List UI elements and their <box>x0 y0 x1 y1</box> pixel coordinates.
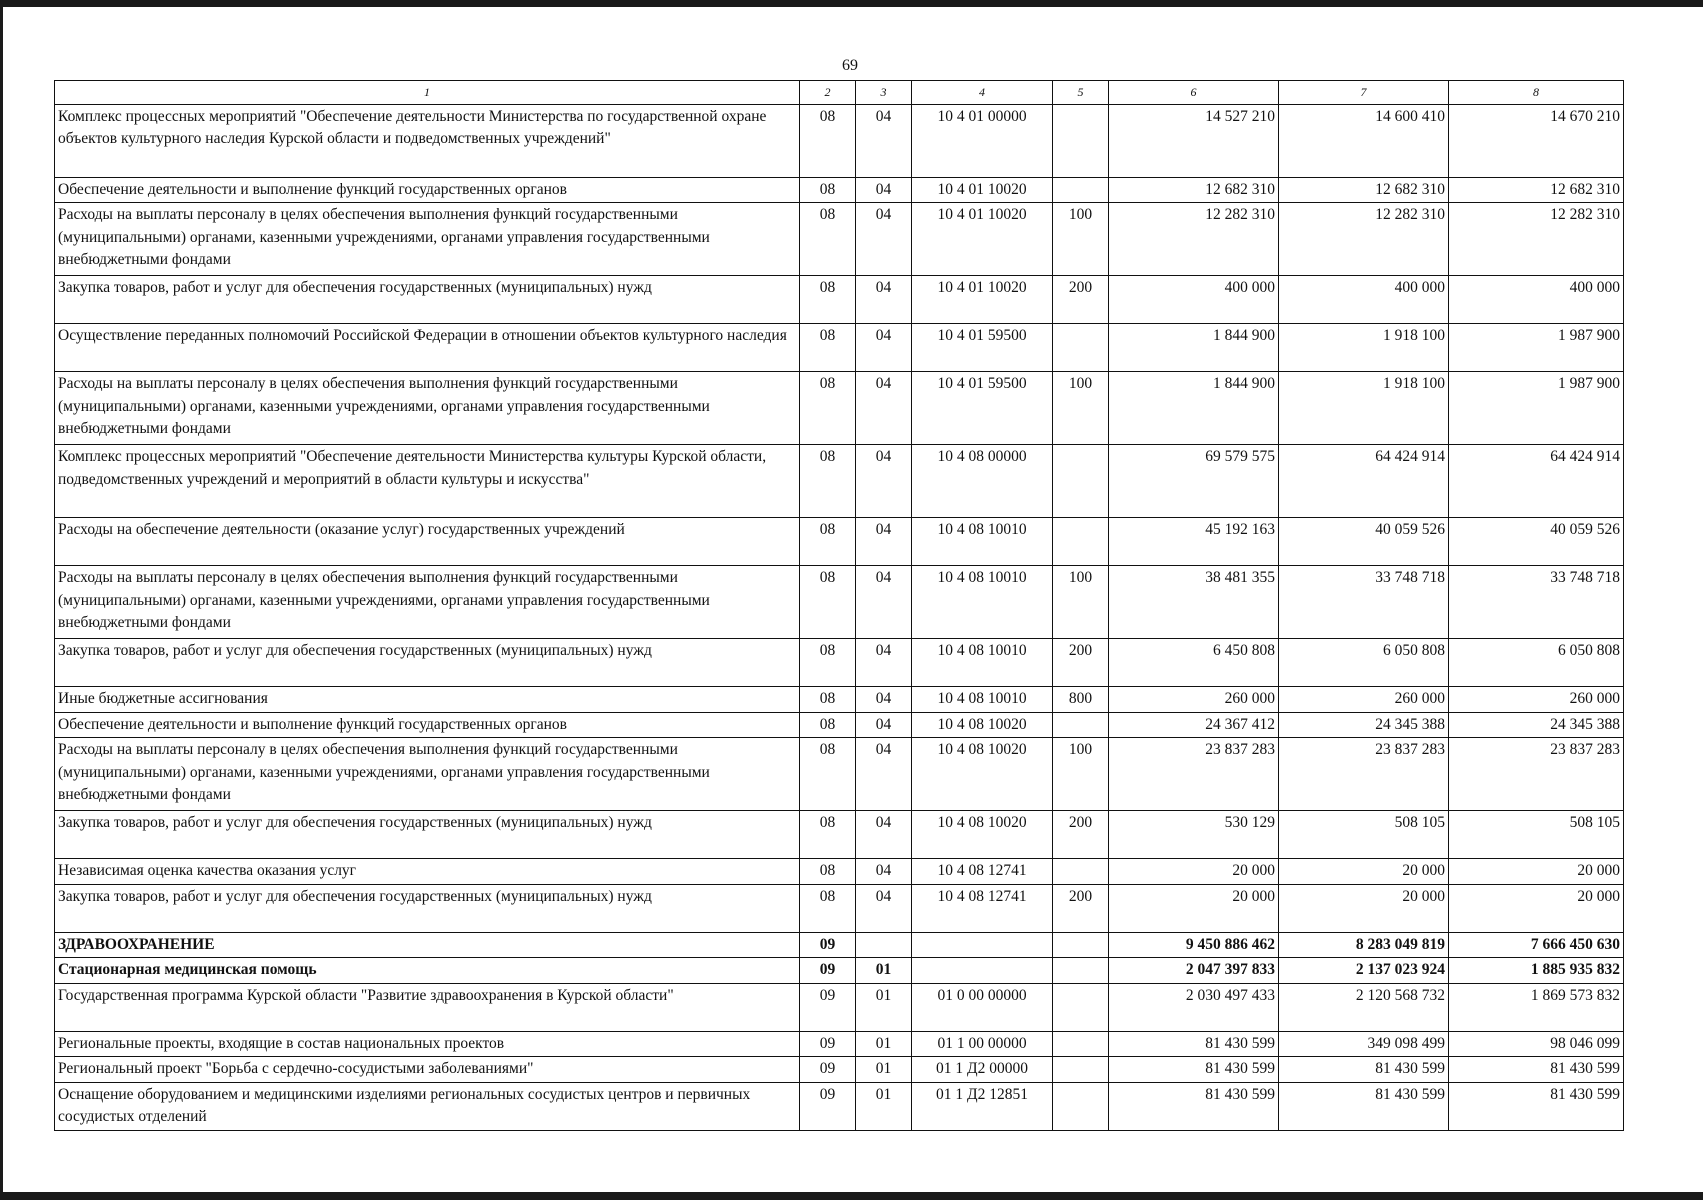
expense-type-cell <box>1053 104 1109 177</box>
table-row <box>55 811 1624 859</box>
scan-border-top <box>0 0 1703 7</box>
target-article-cell: 10 4 08 12741 <box>912 884 1053 932</box>
table-row <box>55 372 1624 445</box>
amount-col6-cell: 1 844 900 <box>1109 372 1279 445</box>
section-cell: 08 <box>800 712 856 738</box>
amount-col6-cell: 2 030 497 433 <box>1109 983 1279 1031</box>
row-name-cell: Независимая оценка качества оказания услуг <box>55 859 800 885</box>
table-row <box>55 1082 1624 1130</box>
table-row <box>55 1057 1624 1083</box>
amount-col8-cell: 64 424 914 <box>1449 445 1624 518</box>
amount-col6-cell: 530 129 <box>1109 811 1279 859</box>
amount-col8-cell: 7 666 450 630 <box>1449 932 1624 958</box>
amount-col7-cell: 40 059 526 <box>1279 518 1449 566</box>
subsection-cell: 04 <box>856 518 912 566</box>
expense-type-cell <box>1053 1031 1109 1057</box>
target-article-cell: 01 1 Д2 00000 <box>912 1057 1053 1083</box>
row-name-cell: Обеспечение деятельности и выполнение функций государственных органов <box>55 712 800 738</box>
section-cell: 08 <box>800 177 856 203</box>
subsection-cell <box>856 932 912 958</box>
row-name-cell: Региональный проект "Борьба с сердечно-сосудистыми заболеваниями" <box>55 1057 800 1083</box>
row-name-cell: Расходы на выплаты персоналу в целях обеспечения выполнения функций государственными (муниципальными) органами, казенными учреждениями, органами управления государственными внебюджетными фондами <box>55 566 800 639</box>
target-article-cell: 10 4 08 10020 <box>912 712 1053 738</box>
target-article-cell: 01 0 00 00000 <box>912 983 1053 1031</box>
scan-border-bottom <box>0 1192 1703 1200</box>
target-article-cell: 10 4 01 00000 <box>912 104 1053 177</box>
amount-col6-cell: 45 192 163 <box>1109 518 1279 566</box>
budget-table <box>54 80 1624 1131</box>
expense-type-cell <box>1053 324 1109 372</box>
amount-col7-cell: 8 283 049 819 <box>1279 932 1449 958</box>
amount-col8-cell: 1 869 573 832 <box>1449 983 1624 1031</box>
section-cell: 08 <box>800 566 856 639</box>
target-article-cell: 10 4 08 10020 <box>912 738 1053 811</box>
expense-type-cell <box>1053 958 1109 984</box>
amount-col8-cell: 6 050 808 <box>1449 639 1624 687</box>
row-name-cell: Региональные проекты, входящие в состав национальных проектов <box>55 1031 800 1057</box>
table-row <box>55 983 1624 1031</box>
subsection-cell: 01 <box>856 1031 912 1057</box>
target-article-cell: 10 4 08 10010 <box>912 639 1053 687</box>
expense-type-cell: 200 <box>1053 639 1109 687</box>
amount-col7-cell: 20 000 <box>1279 859 1449 885</box>
subsection-cell: 04 <box>856 324 912 372</box>
amount-col6-cell: 12 282 310 <box>1109 203 1279 276</box>
row-name-cell: Закупка товаров, работ и услуг для обеспечения государственных (муниципальных) нужд <box>55 639 800 687</box>
amount-col8-cell: 40 059 526 <box>1449 518 1624 566</box>
table-row <box>55 639 1624 687</box>
amount-col6-cell: 6 450 808 <box>1109 639 1279 687</box>
expense-type-cell <box>1053 712 1109 738</box>
amount-col8-cell: 1 987 900 <box>1449 324 1624 372</box>
amount-col8-cell: 81 430 599 <box>1449 1057 1624 1083</box>
subsection-cell: 01 <box>856 1082 912 1130</box>
table-row <box>55 177 1624 203</box>
subsection-cell: 01 <box>856 1057 912 1083</box>
amount-col8-cell: 12 282 310 <box>1449 203 1624 276</box>
target-article-cell: 10 4 08 10010 <box>912 566 1053 639</box>
section-cell: 08 <box>800 687 856 713</box>
amount-col6-cell: 14 527 210 <box>1109 104 1279 177</box>
target-article-cell <box>912 958 1053 984</box>
expense-type-cell: 800 <box>1053 687 1109 713</box>
amount-col7-cell: 64 424 914 <box>1279 445 1449 518</box>
subsection-cell: 04 <box>856 104 912 177</box>
amount-col8-cell: 33 748 718 <box>1449 566 1624 639</box>
section-cell: 09 <box>800 958 856 984</box>
header-cell: 3 <box>856 81 912 105</box>
header-cell: 1 <box>55 81 800 105</box>
section-cell: 09 <box>800 1057 856 1083</box>
expense-type-cell <box>1053 518 1109 566</box>
subsection-cell: 04 <box>856 687 912 713</box>
amount-col7-cell: 349 098 499 <box>1279 1031 1449 1057</box>
amount-col7-cell: 23 837 283 <box>1279 738 1449 811</box>
subsection-cell: 01 <box>856 983 912 1031</box>
target-article-cell: 10 4 08 00000 <box>912 445 1053 518</box>
expense-type-cell <box>1053 1057 1109 1083</box>
expense-type-cell: 200 <box>1053 811 1109 859</box>
expense-type-cell: 200 <box>1053 884 1109 932</box>
amount-col6-cell: 81 430 599 <box>1109 1082 1279 1130</box>
amount-col7-cell: 24 345 388 <box>1279 712 1449 738</box>
table-row <box>55 738 1624 811</box>
target-article-cell: 01 1 00 00000 <box>912 1031 1053 1057</box>
row-name-cell: Расходы на выплаты персоналу в целях обеспечения выполнения функций государственными (муниципальными) органами, казенными учреждениями, органами управления государственными внебюджетными фондами <box>55 738 800 811</box>
amount-col7-cell: 6 050 808 <box>1279 639 1449 687</box>
section-cell: 09 <box>800 983 856 1031</box>
subsection-cell: 04 <box>856 639 912 687</box>
subsection-cell: 04 <box>856 811 912 859</box>
row-name-cell: Расходы на обеспечение деятельности (оказание услуг) государственных учреждений <box>55 518 800 566</box>
subsection-cell: 04 <box>856 884 912 932</box>
section-cell: 08 <box>800 639 856 687</box>
header-cell: 4 <box>912 81 1053 105</box>
amount-col8-cell: 81 430 599 <box>1449 1082 1624 1130</box>
target-article-cell: 10 4 08 10010 <box>912 518 1053 566</box>
subsection-cell: 04 <box>856 859 912 885</box>
target-article-cell <box>912 932 1053 958</box>
target-article-cell: 10 4 08 10010 <box>912 687 1053 713</box>
table-row <box>55 712 1624 738</box>
amount-col7-cell: 81 430 599 <box>1279 1057 1449 1083</box>
row-name-cell: Закупка товаров, работ и услуг для обеспечения государственных (муниципальных) нужд <box>55 811 800 859</box>
table-row <box>55 566 1624 639</box>
amount-col7-cell: 12 682 310 <box>1279 177 1449 203</box>
expense-type-cell <box>1053 1082 1109 1130</box>
amount-col7-cell: 2 120 568 732 <box>1279 983 1449 1031</box>
target-article-cell: 10 4 01 10020 <box>912 203 1053 276</box>
section-cell: 08 <box>800 372 856 445</box>
amount-col6-cell: 81 430 599 <box>1109 1031 1279 1057</box>
header-cell: 5 <box>1053 81 1109 105</box>
amount-col8-cell: 20 000 <box>1449 859 1624 885</box>
amount-col8-cell: 98 046 099 <box>1449 1031 1624 1057</box>
row-name-cell: Расходы на выплаты персоналу в целях обеспечения выполнения функций государственными (муниципальными) органами, казенными учреждениями, органами управления государственными внебюджетными фондами <box>55 203 800 276</box>
table-row <box>55 958 1624 984</box>
amount-col8-cell: 24 345 388 <box>1449 712 1624 738</box>
amount-col8-cell: 23 837 283 <box>1449 738 1624 811</box>
target-article-cell: 10 4 01 59500 <box>912 372 1053 445</box>
row-name-cell: Комплекс процессных мероприятий "Обеспечение деятельности Министерства культуры Курской области, подведомственных учреждений и мероприятий в области культуры и искусства" <box>55 445 800 518</box>
amount-col7-cell: 12 282 310 <box>1279 203 1449 276</box>
amount-col8-cell: 20 000 <box>1449 884 1624 932</box>
row-name-cell: Оснащение оборудованием и медицинскими изделиями региональных сосудистых центров и первичных сосудистых отделений <box>55 1082 800 1130</box>
table-row <box>55 884 1624 932</box>
section-cell: 08 <box>800 518 856 566</box>
subsection-cell: 04 <box>856 203 912 276</box>
amount-col6-cell: 9 450 886 462 <box>1109 932 1279 958</box>
target-article-cell: 01 1 Д2 12851 <box>912 1082 1053 1130</box>
row-name-cell: Обеспечение деятельности и выполнение функций государственных органов <box>55 177 800 203</box>
table-row <box>55 932 1624 958</box>
row-name-cell: Осуществление переданных полномочий Российской Федерации в отношении объектов культурного наследия <box>55 324 800 372</box>
expense-type-cell <box>1053 177 1109 203</box>
table-row <box>55 203 1624 276</box>
section-cell: 08 <box>800 203 856 276</box>
table-row <box>55 324 1624 372</box>
target-article-cell: 10 4 01 10020 <box>912 276 1053 324</box>
section-cell: 09 <box>800 932 856 958</box>
amount-col8-cell: 1 885 935 832 <box>1449 958 1624 984</box>
amount-col6-cell: 1 844 900 <box>1109 324 1279 372</box>
expense-type-cell: 100 <box>1053 566 1109 639</box>
header-cell: 8 <box>1449 81 1624 105</box>
section-cell: 08 <box>800 884 856 932</box>
subsection-cell: 04 <box>856 566 912 639</box>
expense-type-cell: 100 <box>1053 203 1109 276</box>
row-name-cell: ЗДРАВООХРАНЕНИЕ <box>55 932 800 958</box>
section-cell: 08 <box>800 104 856 177</box>
amount-col6-cell: 81 430 599 <box>1109 1057 1279 1083</box>
row-name-cell: Стационарная медицинская помощь <box>55 958 800 984</box>
amount-col6-cell: 23 837 283 <box>1109 738 1279 811</box>
target-article-cell: 10 4 01 59500 <box>912 324 1053 372</box>
amount-col7-cell: 2 137 023 924 <box>1279 958 1449 984</box>
section-cell: 08 <box>800 324 856 372</box>
amount-col7-cell: 508 105 <box>1279 811 1449 859</box>
amount-col7-cell: 20 000 <box>1279 884 1449 932</box>
expense-type-cell: 200 <box>1053 276 1109 324</box>
header-row <box>55 81 1624 105</box>
section-cell: 08 <box>800 859 856 885</box>
amount-col6-cell: 20 000 <box>1109 859 1279 885</box>
amount-col8-cell: 1 987 900 <box>1449 372 1624 445</box>
page-number: 69 <box>842 57 858 74</box>
expense-type-cell: 100 <box>1053 372 1109 445</box>
amount-col8-cell: 12 682 310 <box>1449 177 1624 203</box>
amount-col6-cell: 260 000 <box>1109 687 1279 713</box>
expense-type-cell <box>1053 932 1109 958</box>
target-article-cell: 10 4 01 10020 <box>912 177 1053 203</box>
table-row <box>55 104 1624 177</box>
amount-col7-cell: 14 600 410 <box>1279 104 1449 177</box>
amount-col7-cell: 33 748 718 <box>1279 566 1449 639</box>
amount-col6-cell: 69 579 575 <box>1109 445 1279 518</box>
target-article-cell: 10 4 08 10020 <box>912 811 1053 859</box>
row-name-cell: Государственная программа Курской области "Развитие здравоохранения в Курской области" <box>55 983 800 1031</box>
amount-col6-cell: 400 000 <box>1109 276 1279 324</box>
section-cell: 09 <box>800 1031 856 1057</box>
amount-col8-cell: 508 105 <box>1449 811 1624 859</box>
amount-col7-cell: 400 000 <box>1279 276 1449 324</box>
amount-col7-cell: 260 000 <box>1279 687 1449 713</box>
header-cell: 7 <box>1279 81 1449 105</box>
expense-type-cell: 100 <box>1053 738 1109 811</box>
table-row <box>55 445 1624 518</box>
section-cell: 08 <box>800 811 856 859</box>
amount-col8-cell: 14 670 210 <box>1449 104 1624 177</box>
scan-border-left <box>0 0 3 1200</box>
table-row <box>55 518 1624 566</box>
amount-col8-cell: 400 000 <box>1449 276 1624 324</box>
amount-col6-cell: 2 047 397 833 <box>1109 958 1279 984</box>
row-name-cell: Расходы на выплаты персоналу в целях обеспечения выполнения функций государственными (муниципальными) органами, казенными учреждениями, органами управления государственными внебюджетными фондами <box>55 372 800 445</box>
row-name-cell: Закупка товаров, работ и услуг для обеспечения государственных (муниципальных) нужд <box>55 884 800 932</box>
amount-col6-cell: 20 000 <box>1109 884 1279 932</box>
subsection-cell: 04 <box>856 738 912 811</box>
table-row <box>55 859 1624 885</box>
amount-col8-cell: 260 000 <box>1449 687 1624 713</box>
subsection-cell: 04 <box>856 712 912 738</box>
row-name-cell: Закупка товаров, работ и услуг для обеспечения государственных (муниципальных) нужд <box>55 276 800 324</box>
table-row <box>55 1031 1624 1057</box>
section-cell: 09 <box>800 1082 856 1130</box>
amount-col7-cell: 1 918 100 <box>1279 324 1449 372</box>
section-cell: 08 <box>800 445 856 518</box>
target-article-cell: 10 4 08 12741 <box>912 859 1053 885</box>
amount-col6-cell: 38 481 355 <box>1109 566 1279 639</box>
amount-col7-cell: 1 918 100 <box>1279 372 1449 445</box>
expense-type-cell <box>1053 445 1109 518</box>
table-row <box>55 687 1624 713</box>
subsection-cell: 04 <box>856 276 912 324</box>
expense-type-cell <box>1053 859 1109 885</box>
row-name-cell: Иные бюджетные ассигнования <box>55 687 800 713</box>
expense-type-cell <box>1053 983 1109 1031</box>
header-cell: 2 <box>800 81 856 105</box>
section-cell: 08 <box>800 738 856 811</box>
amount-col6-cell: 12 682 310 <box>1109 177 1279 203</box>
header-cell: 6 <box>1109 81 1279 105</box>
subsection-cell: 04 <box>856 445 912 518</box>
row-name-cell: Комплекс процессных мероприятий "Обеспечение деятельности Министерства по государственной охране объектов культурного наследия Курской области и подведомственных учреждений" <box>55 104 800 177</box>
amount-col7-cell: 81 430 599 <box>1279 1082 1449 1130</box>
table-row <box>55 276 1624 324</box>
section-cell: 08 <box>800 276 856 324</box>
amount-col6-cell: 24 367 412 <box>1109 712 1279 738</box>
subsection-cell: 04 <box>856 177 912 203</box>
subsection-cell: 01 <box>856 958 912 984</box>
subsection-cell: 04 <box>856 372 912 445</box>
